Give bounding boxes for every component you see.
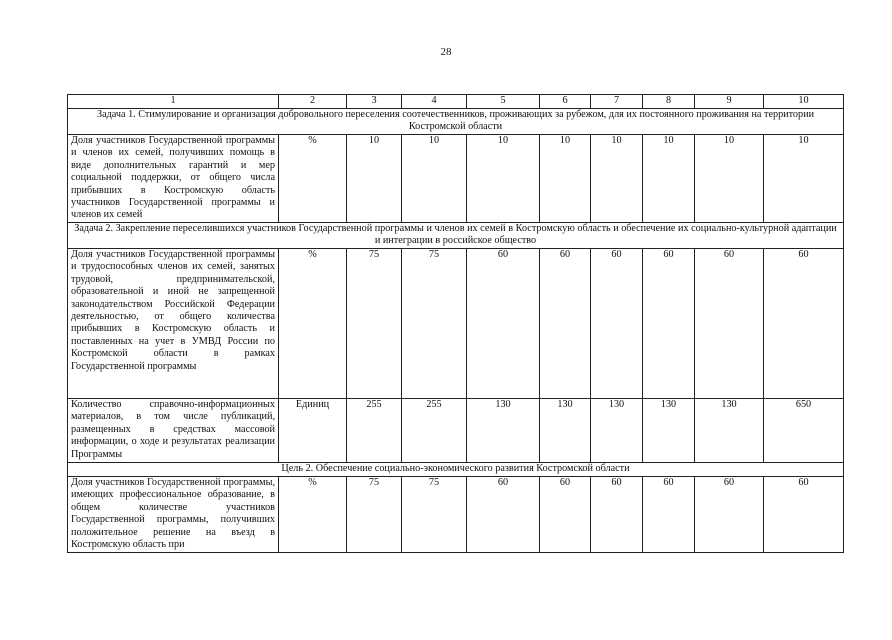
value-cell: 10 — [402, 135, 467, 223]
value-cell: 75 — [402, 249, 467, 399]
value-cell: 60 — [764, 249, 844, 399]
table-row — [68, 477, 844, 553]
value-cell: 130 — [695, 399, 764, 463]
table-header-row — [68, 95, 844, 109]
value-cell: 60 — [695, 249, 764, 399]
value-cell: 60 — [643, 249, 695, 399]
value-cell: 60 — [591, 249, 643, 399]
section-title: Задача 1. Стимулирование и организация добровольного переселения соотечественников, проживающих за рубежом, для их постоянного проживания на территории Костромской области — [68, 109, 844, 135]
value-cell: 10 — [591, 135, 643, 223]
value-cell: 10 — [347, 135, 402, 223]
unit-cell: % — [279, 249, 347, 399]
value-cell: 255 — [347, 399, 402, 463]
header-cell: 10 — [764, 95, 844, 109]
header-cell: 2 — [279, 95, 347, 109]
value-cell: 130 — [467, 399, 540, 463]
indicators-table — [67, 94, 844, 553]
unit-cell: Единиц — [279, 399, 347, 463]
header-cell: 5 — [467, 95, 540, 109]
table-row — [68, 135, 844, 223]
page-number: 28 — [440, 46, 452, 58]
section-row — [68, 109, 844, 135]
value-cell: 10 — [764, 135, 844, 223]
value-cell: 10 — [643, 135, 695, 223]
header-cell: 3 — [347, 95, 402, 109]
value-cell: 60 — [467, 477, 540, 553]
value-cell: 130 — [540, 399, 591, 463]
header-cell: 6 — [540, 95, 591, 109]
unit-cell: % — [279, 477, 347, 553]
value-cell: 60 — [540, 249, 591, 399]
header-cell: 4 — [402, 95, 467, 109]
indicator-description: Доля участников Государственной программы и трудоспособных членов их семей, занятых трудовой, предпринимательской, образовательной и иной не запрещенной законодательством Российской Федерации деятельностью, от общего количества прибывших в Костромскую область и поставленных на учет в УМВД России по Костромской области в рамках Государственной программы — [68, 249, 279, 399]
indicator-description: Доля участников Государственной программы и членов их семей, получивших помощь в виде дополнительных гарантий и мер социальной поддержки, от общего числа прибывших в Костромскую область участников Государственной программы и членов их семей — [68, 135, 279, 223]
table-row — [68, 249, 844, 399]
value-cell: 60 — [695, 477, 764, 553]
header-cell: 8 — [643, 95, 695, 109]
value-cell: 60 — [540, 477, 591, 553]
header-cell: 1 — [68, 95, 279, 109]
indicator-description: Доля участников Государственной программы, имеющих профессиональное образование, в общем количестве участников Государственной программы, получивших положительное решение на въезд в Костромскую область при — [68, 477, 279, 553]
section-title: Цель 2. Обеспечение социально-экономического развития Костромской области — [68, 463, 844, 477]
value-cell: 650 — [764, 399, 844, 463]
header-cell: 9 — [695, 95, 764, 109]
value-cell: 10 — [695, 135, 764, 223]
value-cell: 60 — [643, 477, 695, 553]
value-cell: 60 — [467, 249, 540, 399]
value-cell: 60 — [764, 477, 844, 553]
value-cell: 60 — [591, 477, 643, 553]
header-cell: 7 — [591, 95, 643, 109]
section-row — [68, 223, 844, 249]
value-cell: 75 — [347, 477, 402, 553]
indicator-description: Количество справочно-информационных материалов, в том числе публикаций, размещенных в средствах массовой информации, о ходе и результатах реализации Программы — [68, 399, 279, 463]
section-row — [68, 463, 844, 477]
value-cell: 10 — [540, 135, 591, 223]
table-row — [68, 399, 844, 463]
value-cell: 75 — [402, 477, 467, 553]
unit-cell: % — [279, 135, 347, 223]
value-cell: 255 — [402, 399, 467, 463]
section-title: Задача 2. Закрепление переселившихся участников Государственной программы и членов их семей в Костромскую область и обеспечение их социально-культурной адаптации и интеграции в российское общество — [68, 223, 844, 249]
value-cell: 130 — [591, 399, 643, 463]
value-cell: 130 — [643, 399, 695, 463]
value-cell: 10 — [467, 135, 540, 223]
value-cell: 75 — [347, 249, 402, 399]
